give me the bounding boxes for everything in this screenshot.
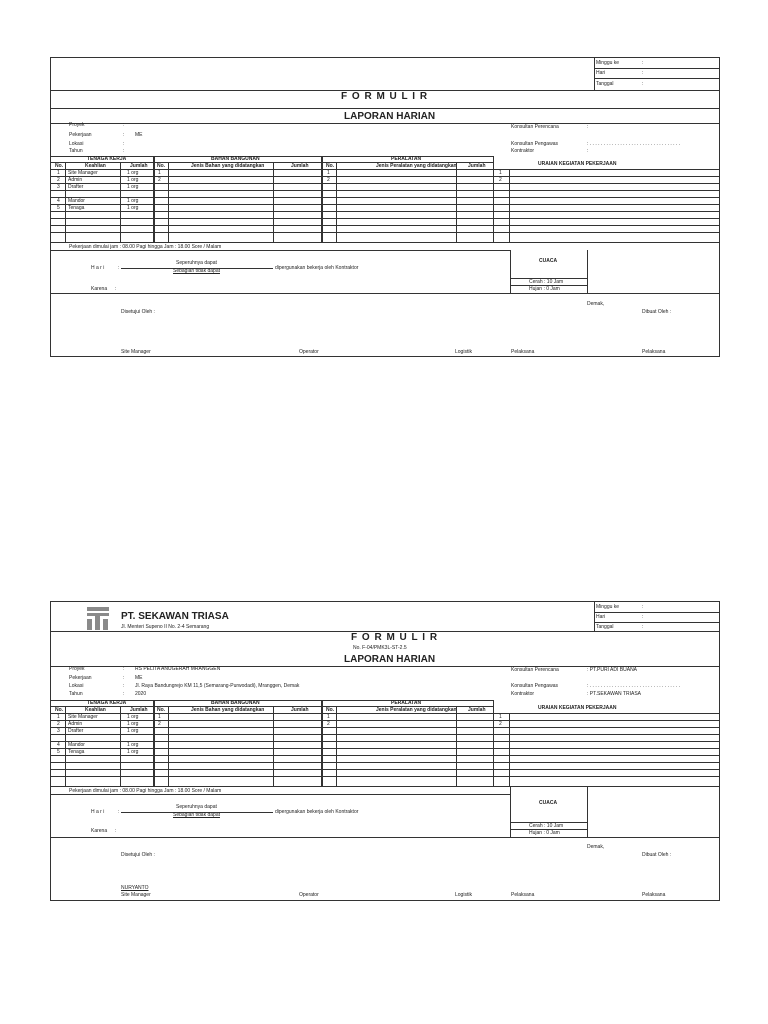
worker-row-5-qty: 1 org xyxy=(127,205,139,211)
worker-row-2-no: 2 xyxy=(57,177,60,183)
resources-table xyxy=(51,700,719,780)
jam-kerja-text: Pekerjaan dimulai jam : 08.00 Pagi hingga Jam : 18.00 Sore / Malam xyxy=(69,244,222,250)
pelaksana-sign-2: Pelaksana xyxy=(642,892,666,898)
bahan-row-1-no: 1 xyxy=(158,714,161,720)
worker-row-1-no: 1 xyxy=(57,170,60,176)
proyek-label: Proyek xyxy=(69,666,85,672)
col-keahlian: Keahlian xyxy=(85,707,106,713)
uraian-row-1-no: 1 xyxy=(499,714,502,720)
konsultan-pengawas-label: Konsultan Pengawas xyxy=(511,683,558,689)
worker-row-2-qty: 1 org xyxy=(127,177,139,183)
worker-row-4-qty: 1 org xyxy=(127,198,139,204)
col-no: No. xyxy=(326,163,335,169)
colon: : xyxy=(123,141,125,147)
disetujui-label: Disetujui Oleh : xyxy=(121,309,155,315)
uraian-row-2-no: 2 xyxy=(499,721,502,727)
formulir-title: F O R M U L I R xyxy=(351,632,439,643)
worker-row-3-role: Drafter xyxy=(68,184,84,190)
worker-row-2-no: 2 xyxy=(57,721,60,727)
lokasi-value: Jl. Raya Bandungrejo KM 11,5 (Semarang-Purwodadi), Mranggen, Demak xyxy=(135,683,300,689)
col-keahlian: Keahlian xyxy=(85,163,106,169)
konsultan-perencana-value: : PT.PURI ADI BUANA xyxy=(587,667,638,673)
hari-label: Hari xyxy=(596,614,606,620)
dipergunakan-text: dipergunakan bekerja oleh Kontraktor xyxy=(275,809,359,815)
worker-row-1-role: Site Manager xyxy=(68,714,98,720)
demak-label: Demak, xyxy=(587,844,605,850)
sebagian-text: Sebagian tidak dapat xyxy=(173,812,220,818)
formulir-title: F O R M U L I R xyxy=(341,91,429,102)
colon: : xyxy=(642,60,644,66)
worker-row-4-role: Mandor xyxy=(68,198,85,204)
worker-row-5-no: 5 xyxy=(57,205,60,211)
cerah-text: Cerah : 10 Jam xyxy=(529,279,564,285)
worker-row-2-qty: 1 org xyxy=(127,721,139,727)
bahan-bangunan-header: BAHAN BANGUNAN xyxy=(211,700,260,706)
bahan-row-2-no: 2 xyxy=(158,721,161,727)
worker-row-1-no: 1 xyxy=(57,714,60,720)
daily-report-form-filled xyxy=(50,601,720,901)
pelaksana-sign-2: Pelaksana xyxy=(642,349,666,355)
lokasi-label: Lokasi xyxy=(69,683,84,689)
dibuat-label: Dibuat Oleh : xyxy=(642,852,672,858)
uraian-row-1-no: 1 xyxy=(499,170,502,176)
konsultan-pengawas-label: Konsultan Pengawas xyxy=(511,141,558,147)
pekerjaan-value: ME xyxy=(135,132,143,138)
colon: : xyxy=(123,691,125,697)
col-no: No. xyxy=(55,707,64,713)
peralatan-row-1-no: 1 xyxy=(327,714,330,720)
proyek-label: Proyek xyxy=(69,122,85,128)
worker-row-2-role: Admin xyxy=(68,721,83,727)
pelaksana-sign-1: Pelaksana xyxy=(511,892,535,898)
dibuat-label: Dibuat Oleh : xyxy=(642,309,672,315)
kontraktor-value: : PT.SEKAWAN TRIASA xyxy=(587,691,641,697)
sebagian-text: Sebagian tidak dapat xyxy=(173,268,220,274)
daily-report-form-blank xyxy=(50,57,720,357)
company-name: PT. SEKAWAN TRIASA xyxy=(121,611,229,622)
worker-row-5-role: Tenaga xyxy=(68,205,85,211)
bahan-row-2-no: 2 xyxy=(158,177,161,183)
konsultan-perencana-label: Konsultan Perencana xyxy=(511,667,559,673)
company-address: Jl. Menteri Supeno II No. 2-4 Semarang xyxy=(121,624,210,630)
konsultan-pengawas-dots: : . . . . . . . . . . . . . . . . . . . . . . . . . . . . . . . . . xyxy=(587,141,681,147)
uraian-header: URAIAN KEGIATAN PEKERJAAN xyxy=(538,161,617,167)
tenaga-kerja-header: TENAGA KERJA xyxy=(87,700,127,706)
pekerjaan-label: Pekerjaan xyxy=(69,132,92,138)
lokasi-label: Lokasi xyxy=(69,141,84,147)
colon: : xyxy=(123,132,125,138)
worker-row-5-no: 5 xyxy=(57,749,60,755)
peralatan-row-2-no: 2 xyxy=(327,177,330,183)
seluruhnya-text: Seperuhnya dapat xyxy=(176,260,217,266)
worker-row-3-no: 3 xyxy=(57,728,60,734)
col-no: No. xyxy=(157,707,166,713)
col-jenis-peralatan: Jenis Peralatan yang didatangkan xyxy=(376,707,457,713)
minggu-ke-label: Minggu ke xyxy=(596,60,620,66)
site-manager-sign: Site Manager xyxy=(121,892,151,898)
karena-label: Karena xyxy=(91,286,108,292)
col-jumlah: Jumlah xyxy=(468,163,486,169)
colon: : xyxy=(123,666,125,672)
kontraktor-label: Kontraktor xyxy=(511,691,535,697)
worker-row-5-role: Tenaga xyxy=(68,749,85,755)
worker-row-2-role: Admin xyxy=(68,177,83,183)
worker-row-4-role: Mandor xyxy=(68,742,85,748)
jam-kerja-text: Pekerjaan dimulai jam : 08.00 Pagi hingga Jam : 18.00 Sore / Malam xyxy=(69,788,222,794)
worker-row-3-no: 3 xyxy=(57,184,60,190)
logistik-sign: Logistik xyxy=(455,349,472,355)
col-jumlah: Jumlah xyxy=(130,707,148,713)
operator-sign: Operator xyxy=(299,349,319,355)
colon: : xyxy=(642,624,644,630)
dipergunakan-text: dipergunakan bekerja oleh Kontraktor xyxy=(275,265,359,271)
document-number: No. F-04/PMK3L-ST-2.5 xyxy=(353,645,407,651)
col-jumlah: Jumlah xyxy=(291,707,309,713)
proyek-value: RS PELITA ANUGERAH MRANGGEN xyxy=(135,666,221,672)
colon: : xyxy=(115,286,117,292)
company-logo-icon xyxy=(85,605,113,631)
tenaga-kerja-header: TENAGA KERJA xyxy=(87,156,127,162)
col-jumlah: Jumlah xyxy=(130,163,148,169)
colon: : xyxy=(642,614,644,620)
hujan-text: Hujan : 0 Jam xyxy=(529,286,560,292)
disetujui-label: Disetujui Oleh : xyxy=(121,852,155,858)
colon: : xyxy=(642,604,644,610)
laporan-harian-title: LAPORAN HARIAN xyxy=(344,111,436,122)
hujan-text: Hujan : 0 Jam xyxy=(529,830,560,836)
colon: : xyxy=(587,148,589,154)
site-manager-name: NURYANTO xyxy=(121,885,149,891)
colon: : xyxy=(642,70,644,76)
minggu-ke-label: Minggu ke xyxy=(596,604,620,610)
uraian-header: URAIAN KEGIATAN PEKERJAAN xyxy=(538,705,617,711)
col-jumlah: Jumlah xyxy=(468,707,486,713)
worker-row-4-no: 4 xyxy=(57,742,60,748)
colon: : xyxy=(123,148,125,154)
hari-footer-label: H a r i xyxy=(91,265,105,271)
col-no: No. xyxy=(326,707,335,713)
col-jenis-bahan: Jenis Bahan yang didatangkan xyxy=(191,163,265,169)
col-no: No. xyxy=(157,163,166,169)
worker-row-1-qty: 1 org xyxy=(127,714,139,720)
worker-row-1-role: Site Manager xyxy=(68,170,98,176)
site-manager-sign: Site Manager xyxy=(121,349,151,355)
pekerjaan-label: Pekerjaan xyxy=(69,675,92,681)
kontraktor-label: Kontraktor xyxy=(511,148,535,154)
tanggal-label: Tanggal xyxy=(596,624,614,630)
hari-colon: : xyxy=(118,809,120,815)
worker-row-3-qty: 1 org xyxy=(127,184,139,190)
worker-row-1-qty: 1 org xyxy=(127,170,139,176)
resources-table xyxy=(51,156,719,236)
cerah-text: Cerah : 10 Jam xyxy=(529,823,564,829)
pekerjaan-value: ME xyxy=(135,675,143,681)
tahun-label: Tahun xyxy=(69,148,83,154)
hari-label: Hari xyxy=(596,70,606,76)
hari-footer-label: H a r i xyxy=(91,809,105,815)
laporan-harian-title: LAPORAN HARIAN xyxy=(344,654,436,665)
peralatan-header: PERALATAN xyxy=(391,156,422,162)
hari-colon: : xyxy=(118,265,120,271)
worker-row-5-qty: 1 org xyxy=(127,749,139,755)
peralatan-header: PERALATAN xyxy=(391,700,422,706)
tahun-label: Tahun xyxy=(69,691,83,697)
colon: : xyxy=(115,828,117,834)
col-jenis-peralatan: Jenis Peralatan yang didatangkan xyxy=(376,163,457,169)
cuaca-label: CUACA xyxy=(539,800,558,806)
uraian-row-2-no: 2 xyxy=(499,177,502,183)
karena-label: Karena xyxy=(91,828,108,834)
bahan-row-1-no: 1 xyxy=(158,170,161,176)
colon: : xyxy=(587,124,589,130)
worker-row-3-qty: 1 org xyxy=(127,728,139,734)
operator-sign: Operator xyxy=(299,892,319,898)
seluruhnya-text: Seperuhnya dapat xyxy=(176,804,217,810)
demak-label: Demak, xyxy=(587,301,605,307)
colon: : xyxy=(123,683,125,689)
bahan-bangunan-header: BAHAN BANGUNAN xyxy=(211,156,260,162)
tanggal-label: Tanggal xyxy=(596,81,614,87)
peralatan-row-2-no: 2 xyxy=(327,721,330,727)
col-jumlah: Jumlah xyxy=(291,163,309,169)
col-no: No. xyxy=(55,163,64,169)
col-jenis-bahan: Jenis Bahan yang didatangkan xyxy=(191,707,265,713)
konsultan-perencana-label: Konsultan Perencana xyxy=(511,124,559,130)
worker-row-4-no: 4 xyxy=(57,198,60,204)
konsultan-pengawas-dots: : . . . . . . . . . . . . . . . . . . . . . . . . . . . . . . . . . xyxy=(587,683,681,689)
worker-row-4-qty: 1 org xyxy=(127,742,139,748)
colon: : xyxy=(123,122,125,128)
logistik-sign: Logistik xyxy=(455,892,472,898)
tahun-value: 2020 xyxy=(135,691,147,697)
peralatan-row-1-no: 1 xyxy=(327,170,330,176)
pelaksana-sign-1: Pelaksana xyxy=(511,349,535,355)
cuaca-label: CUACA xyxy=(539,258,558,264)
colon: : xyxy=(642,81,644,87)
colon: : xyxy=(123,675,125,681)
worker-row-3-role: Drafter xyxy=(68,728,84,734)
